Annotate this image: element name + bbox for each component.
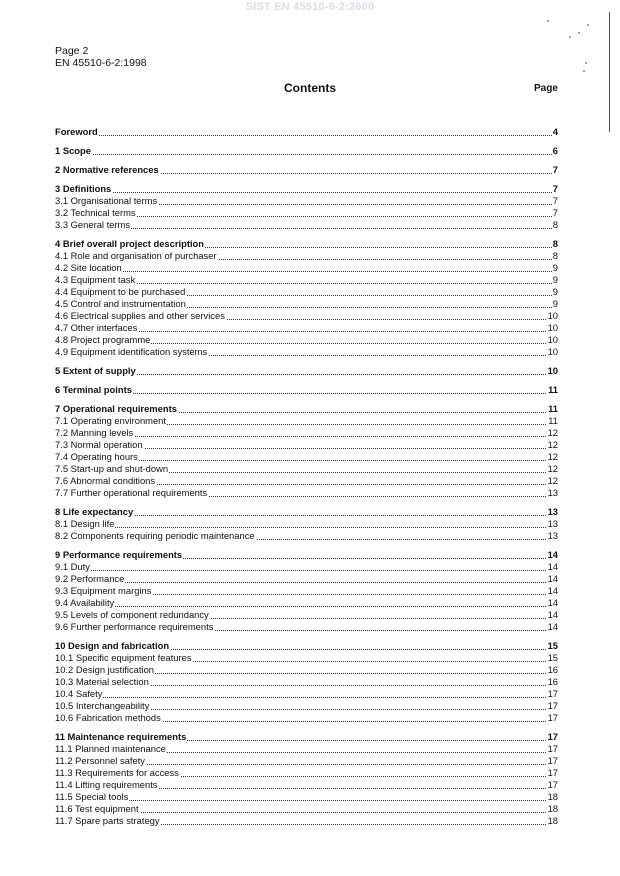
toc-entry-title: 7.1 Operating environment [55,415,167,426]
toc-subsection-entry[interactable] [55,652,558,664]
toc-entry-page: 11 [548,415,558,426]
toc-subsection-entry[interactable] [55,262,558,274]
toc-entry-page: 8 [552,250,558,261]
toc-entry-title: 11.7 Spare parts strategy [55,815,160,826]
toc-section-entry[interactable] [55,640,558,652]
toc-subsection-entry[interactable] [55,195,558,207]
toc-entry-title: 4 Brief overall project description [55,238,205,249]
dot-leader [55,271,558,272]
toc-entry-title: 10.3 Material selection [55,676,149,687]
toc-entry-page: 11 [548,384,558,395]
toc-subsection-entry[interactable] [55,561,558,573]
toc-entry-title: 3.3 General terms [55,219,131,230]
toc-entry-title: 9.1 Duty [55,561,90,572]
toc-subsection-entry[interactable] [55,463,558,475]
toc-entry-title: 10.6 Fabrication methods [55,712,161,723]
toc-subsection-entry[interactable] [55,803,558,815]
toc-entry-title: 7.2 Manning levels [55,427,134,438]
toc-entry-page: 8 [552,219,558,230]
toc-entry-page: 9 [552,286,558,297]
toc-entry-page: 18 [547,791,558,802]
toc-entry-page: 16 [547,664,558,675]
toc-entry-title: 8.1 Design life [55,518,115,529]
toc-subsection-entry[interactable] [55,664,558,676]
toc-entry-page: 17 [547,731,558,742]
toc-entry-page: 12 [547,427,558,438]
toc-subsection-entry[interactable] [55,815,558,827]
toc-entry-page: 17 [547,779,558,790]
toc-subsection-entry[interactable] [55,310,558,322]
dot-leader [55,570,558,571]
toc-entry-title: 9.5 Levels of component redundancy [55,609,209,620]
toc-entry-title: 7.5 Start-up and shut-down [55,463,169,474]
toc-subsection-entry[interactable] [55,207,558,219]
toc-entry-title: 10.2 Design justification [55,664,155,675]
toc-subsection-entry[interactable] [55,415,558,427]
toc-entry-title: 9 Performance requirements [55,549,183,560]
toc-entry-page: 7 [552,195,558,206]
toc-entry-title: 11.6 Test equipment [55,803,139,814]
toc-subsection-entry[interactable] [55,298,558,310]
toc-entry-page: 10 [547,346,558,357]
toc-entry-title: 8.2 Components requiring periodic maintenance [55,530,255,541]
toc-entry-title: 7.4 Operating hours [55,451,138,462]
toc-entry-page: 17 [547,743,558,754]
toc-subsection-entry[interactable] [55,427,558,439]
toc-entry-page: 10 [547,322,558,333]
toc-subsection-entry[interactable] [55,779,558,791]
toc-entry-title: 5 Extent of supply [55,365,136,376]
toc-entry-page: 7 [552,164,558,175]
toc-entry-title: 11.2 Personnel safety [55,755,145,766]
toc-entry-page: 6 [552,145,558,156]
dot-leader [55,697,558,698]
toc-section-entry[interactable] [55,126,558,138]
toc-subsection-entry[interactable] [55,712,558,724]
toc-entry-page: 7 [552,207,558,218]
toc-entry-title: 2 Normative references [55,164,159,175]
watermark: SIST EN 45510-6-2:2000 [245,1,375,13]
page-column-label: Page [534,83,558,94]
toc-entry-title: 7 Operational requirements [55,403,177,414]
toc-entry-page: 16 [547,676,558,687]
toc-entry-title: 4.4 Equipment to be purchased [55,286,186,297]
toc-entry-page: 14 [547,609,558,620]
toc-entry-page: 13 [547,518,558,529]
toc-subsection-entry[interactable] [55,286,558,298]
toc-section-entry[interactable] [55,238,558,250]
toc-entry-title: 4.6 Electrical supplies and other services [55,310,225,321]
toc-subsection-entry[interactable] [55,487,558,499]
toc-entry-page: 10 [547,334,558,345]
toc-entry-page: 15 [547,652,558,663]
contents-title: Contents [284,81,336,95]
toc-entry-page: 14 [547,573,558,584]
toc-subsection-entry[interactable] [55,597,558,609]
toc-entry-title: 11.3 Requirements for access [55,767,179,778]
toc-entry-page: 17 [547,755,558,766]
toc-subsection-entry[interactable] [55,518,558,530]
toc-entry-page: 15 [547,640,558,651]
toc-entry-page: 17 [547,688,558,699]
toc-entry-title: 7.7 Further operational requirements [55,487,208,498]
toc-entry-title: 4.8 Project programme [55,334,151,345]
toc-subsection-entry[interactable] [55,755,558,767]
toc-subsection-entry[interactable] [55,791,558,803]
toc-entry-title: 11.4 Lifting requirements [55,779,158,790]
toc-entry-page: 17 [547,767,558,778]
toc-entry-page: 14 [547,621,558,632]
toc-section-entry[interactable] [55,145,558,157]
dot-leader [55,582,558,583]
toc-entry-page: 13 [547,487,558,498]
toc-entry-page: 18 [547,815,558,826]
dot-leader [55,527,558,528]
toc-section-entry[interactable] [55,506,558,518]
toc-entry-page: 14 [547,561,558,572]
toc-entry-page: 14 [547,597,558,608]
toc-entry-page: 10 [547,365,558,376]
toc-entry-title: 10 Design and fabrication [55,640,170,651]
toc-subsection-entry[interactable] [55,621,558,633]
toc-entry-title: 7.6 Abnormal conditions [55,475,156,486]
toc-entry-title: Foreword [55,126,98,137]
toc-entry-page: 9 [552,298,558,309]
toc-section-entry[interactable] [55,403,558,415]
table-of-contents [55,126,558,827]
toc-subsection-entry[interactable] [55,676,558,688]
toc-entry-title: 3.1 Organisational terms [55,195,158,206]
dot-leader [55,800,558,801]
toc-entry-page: 9 [552,274,558,285]
toc-entry-title: 4.7 Other interfaces [55,322,138,333]
toc-entry-page: 7 [552,183,558,194]
toc-entry-page: 17 [547,712,558,723]
page-edge-rule [609,12,610,132]
toc-entry-title: 9.6 Further performance requirements [55,621,214,632]
toc-subsection-entry[interactable] [55,334,558,346]
toc-subsection-entry[interactable] [55,451,558,463]
toc-entry-page: 12 [547,463,558,474]
toc-section-entry[interactable] [55,549,558,561]
toc-entry-page: 13 [547,530,558,541]
toc-entry-page: 17 [547,700,558,711]
toc-entry-page: 18 [547,803,558,814]
toc-entry-title: 11.5 Special tools [55,791,129,802]
toc-entry-title: 4.1 Role and organisation of purchaser [55,250,217,261]
toc-subsection-entry[interactable] [55,274,558,286]
toc-section-entry[interactable] [55,183,558,195]
page-header [55,45,147,69]
toc-entry-title: 4.9 Equipment identification systems [55,346,208,357]
toc-entry-page: 11 [548,403,558,414]
toc-section-entry[interactable] [55,731,558,743]
toc-entry-title: 9.3 Equipment margins [55,585,152,596]
toc-entry-title: 7.3 Normal operation [55,439,143,450]
toc-entry-title: 4.5 Control and instrumentation [55,298,186,309]
toc-section-entry[interactable] [55,164,558,176]
toc-entry-page: 4 [552,126,558,137]
toc-entry-page: 8 [552,238,558,249]
toc-subsection-entry[interactable] [55,767,558,779]
toc-subsection-entry[interactable] [55,219,558,231]
toc-entry-title: 3 Definitions [55,183,112,194]
toc-subsection-entry[interactable] [55,585,558,597]
toc-subsection-entry[interactable] [55,700,558,712]
toc-entry-page: 12 [547,439,558,450]
dot-leader [55,606,558,607]
toc-entry-title: 11 Maintenance requirements [55,731,187,742]
toc-entry-page: 10 [547,310,558,321]
toc-entry-page: 12 [547,475,558,486]
toc-section-entry[interactable] [55,384,558,396]
toc-entry-title: 10.4 Safety [55,688,103,699]
dot-leader [55,135,558,136]
toc-entry-title: 1 Scope [55,145,91,156]
toc-entry-page: 9 [552,262,558,273]
toc-subsection-entry[interactable] [55,475,558,487]
toc-subsection-entry[interactable] [55,346,558,358]
toc-subsection-entry[interactable] [55,688,558,700]
toc-entry-title: 6 Terminal points [55,384,132,395]
scan-specks [545,18,595,78]
toc-subsection-entry[interactable] [55,573,558,585]
toc-entry-title: 10.1 Specific equipment features [55,652,192,663]
toc-entry-title: 4.2 Site location [55,262,122,273]
toc-entry-title: 3.2 Technical terms [55,207,136,218]
toc-subsection-entry[interactable] [55,530,558,542]
toc-subsection-entry[interactable] [55,609,558,621]
toc-entry-title: 8 Life expectancy [55,506,134,517]
dot-leader [55,192,558,193]
toc-subsection-entry[interactable] [55,322,558,334]
toc-entry-title: 9.2 Performance [55,573,125,584]
toc-entry-title: 4.3 Equipment task [55,274,136,285]
toc-entry-title: 11.1 Planned maintenance [55,743,166,754]
document-id: EN 45510-6-2:1998 [55,57,147,69]
page-number: Page 2 [55,45,89,57]
toc-entry-page: 13 [547,506,558,517]
toc-subsection-entry[interactable] [55,439,558,451]
toc-section-entry[interactable] [55,365,558,377]
toc-entry-page: 14 [547,549,558,560]
toc-entry-title: 9.4 Availability [55,597,115,608]
toc-entry-page: 12 [547,451,558,462]
toc-subsection-entry[interactable] [55,250,558,262]
toc-entry-page: 14 [547,585,558,596]
toc-entry-title: 10.5 Interchangeability [55,700,150,711]
toc-subsection-entry[interactable] [55,743,558,755]
dot-leader [55,154,558,155]
